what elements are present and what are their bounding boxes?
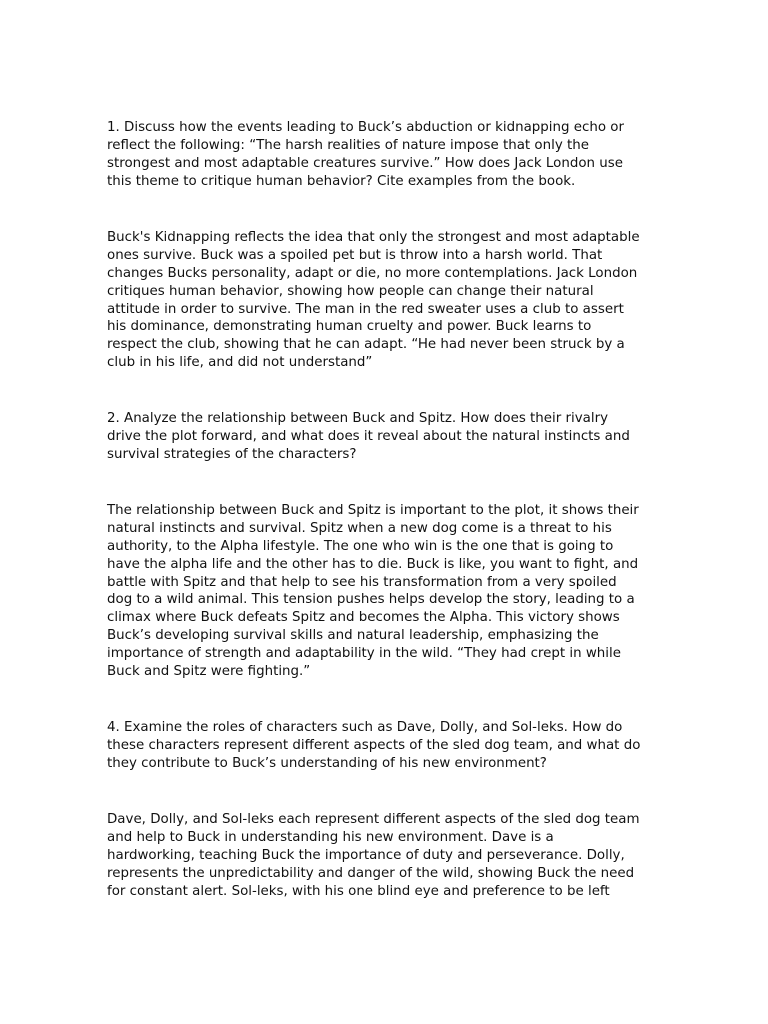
- question-4: [107, 719, 667, 773]
- text-line: critiques human behavior, showing how people can change their natural: [107, 283, 594, 299]
- text-line: ones survive. Buck was a spoiled pet but is throw into a harsh world. That: [107, 247, 603, 263]
- text-line: Buck and Spitz were fighting.”: [107, 664, 311, 680]
- text-line: 4. Examine the roles of characters such as Dave, Dolly, and Sol-leks. How do: [107, 720, 623, 735]
- text-line: changes Bucks personality, adapt or die, no more contemplations. Jack London: [107, 265, 638, 281]
- text-line: 2. Analyze the relationship between Buck and Spitz. How does their rivalry: [107, 411, 609, 426]
- question-1: [107, 119, 667, 191]
- answer-2: [107, 502, 667, 681]
- text-line: his dominance, demonstrating human cruelty and power. Buck learns to: [107, 319, 592, 335]
- text-line: have the alpha life and the other has to die. Buck is like, you want to fight, and: [107, 556, 639, 572]
- text-line: The relationship between Buck and Spitz is important to the plot, it shows their: [107, 503, 639, 518]
- question-2: [107, 410, 667, 464]
- answer-1: [107, 229, 667, 372]
- text-line: 1. Discuss how the events leading to Buck’s abduction or kidnapping echo or: [107, 120, 624, 135]
- text-line: they contribute to Buck’s understanding of his new environment?: [107, 755, 547, 771]
- text-line: Buck's Kidnapping reflects the idea that only the strongest and most adaptable: [107, 230, 640, 245]
- text-line: strongest and most adaptable creatures survive.” How does Jack London use: [107, 155, 623, 171]
- text-line: this theme to critique human behavior? Cite examples from the book.: [107, 173, 576, 189]
- text-line: drive the plot forward, and what does it reveal about the natural instincts and: [107, 428, 630, 444]
- text-line: represents the unpredictability and danger of the wild, showing Buck the need: [107, 865, 635, 881]
- text-line: Dave, Dolly, and Sol-leks each represent different aspects of the sled dog team: [107, 812, 640, 827]
- text-line: survival strategies of the characters?: [107, 446, 357, 462]
- text-line: for constant alert. Sol-leks, with his one blind eye and preference to be left: [107, 883, 610, 899]
- text-line: dog to a wild animal. This tension pushes helps develop the story, leading to a: [107, 592, 635, 608]
- text-line: importance of strength and adaptability in the wild. “They had crept in while: [107, 646, 621, 662]
- text-line: hardworking, teaching Buck the importance of duty and perseverance. Dolly,: [107, 847, 625, 863]
- text-line: climax where Buck defeats Spitz and becomes the Alpha. This victory shows: [107, 610, 620, 626]
- text-line: attitude in order to survive. The man in the red sweater uses a club to assert: [107, 301, 624, 317]
- text-line: natural instincts and survival. Spitz when a new dog come is a threat to his: [107, 520, 612, 536]
- answer-4: [107, 811, 667, 900]
- text-line: these characters represent different aspects of the sled dog team, and what do: [107, 737, 641, 753]
- text-line: battle with Spitz and that help to see his transformation from a very spoiled: [107, 574, 617, 590]
- text-line: reflect the following: “The harsh realities of nature impose that only the: [107, 137, 589, 153]
- text-line: authority, to the Alpha lifestyle. The one who win is the one that is going to: [107, 538, 614, 554]
- text-line: club in his life, and did not understand”: [107, 355, 373, 371]
- text-line: and help to Buck in understanding his new environment. Dave is a: [107, 829, 554, 845]
- text-line: Buck’s developing survival skills and natural leadership, emphasizing the: [107, 628, 599, 644]
- text-line: respect the club, showing that he can adapt. “He had never been struck by a: [107, 337, 625, 353]
